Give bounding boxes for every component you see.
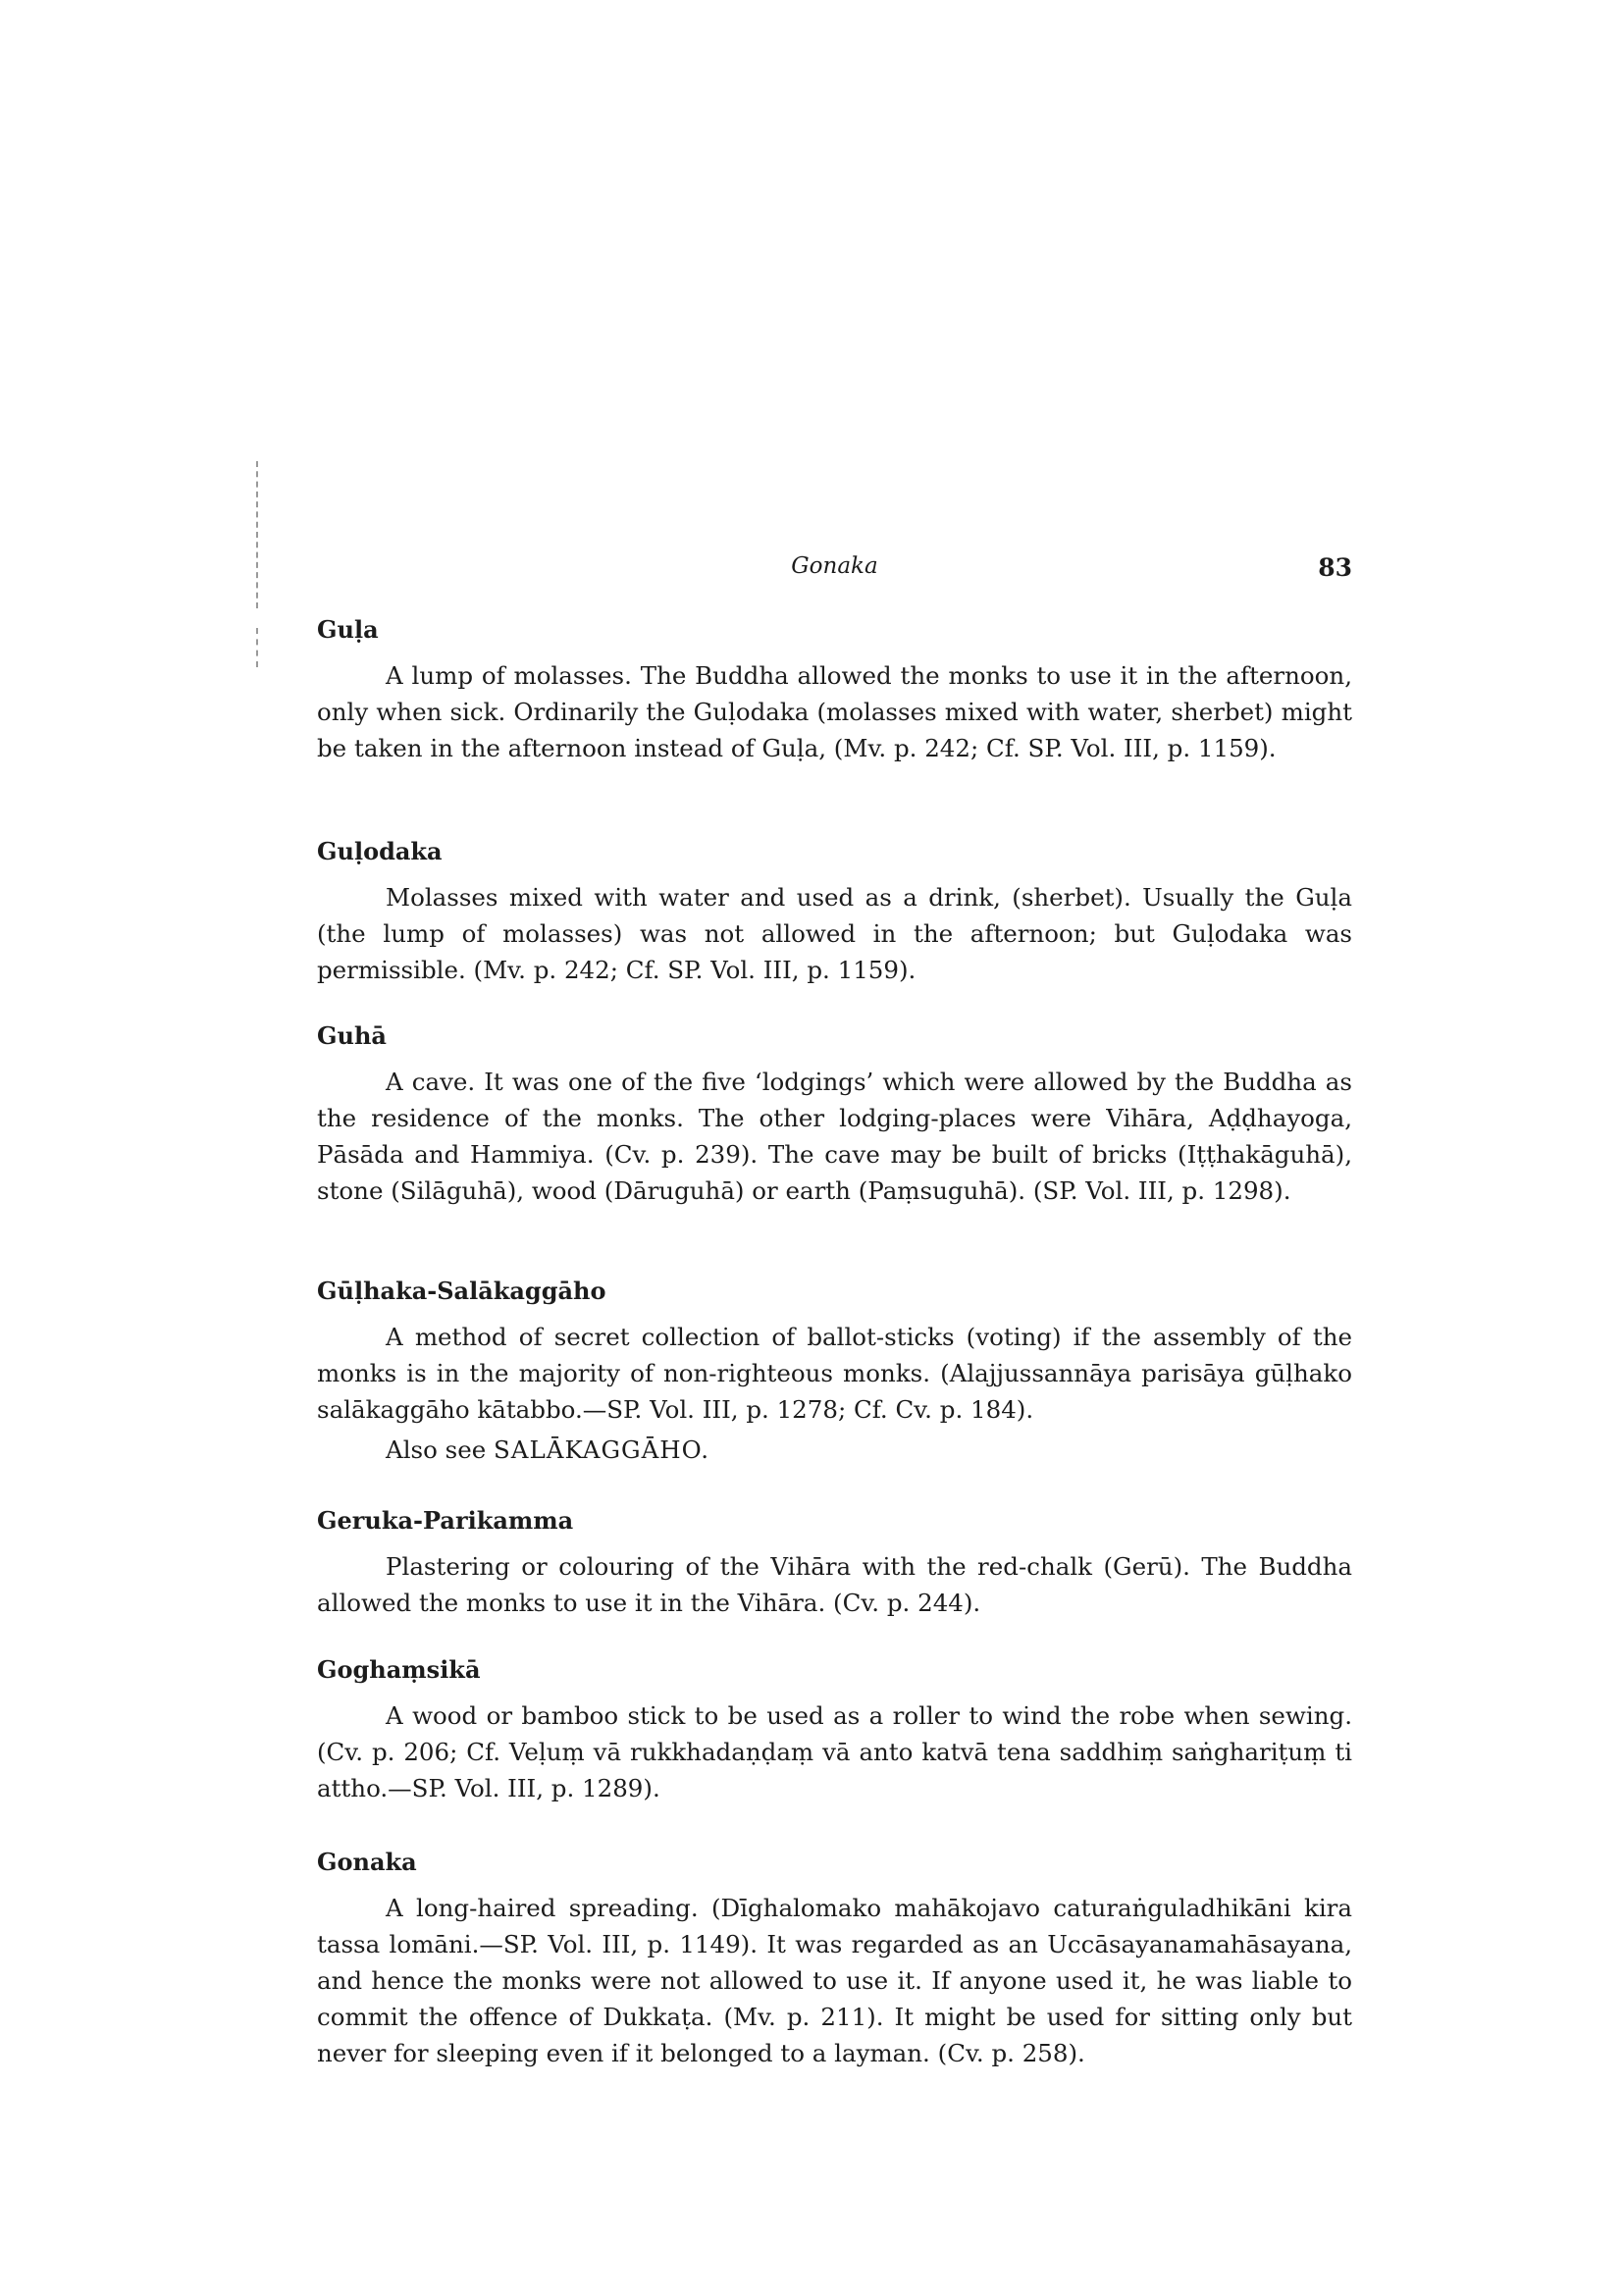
margin-rule bbox=[256, 461, 258, 608]
entry-text: A wood or bamboo stick to be used as a roller to wind the robe when sewing. (Cv. p. 206; Cf. Veḷuṃ vā rukkhadaṇḍaṃ vā anto katvā tena saddhiṃ saṅghariṭuṃ ti attho.—SP. Vol. III, p. 1289). bbox=[317, 1701, 1352, 1802]
entry-headword: Guhā bbox=[317, 1021, 387, 1050]
cross-reference: SALĀKAGGĀHO. bbox=[494, 1435, 710, 1464]
entry-gula bbox=[317, 614, 1352, 766]
see-also-prefix: Also see bbox=[386, 1435, 487, 1464]
entry-headword: Goghaṃsikā bbox=[317, 1655, 481, 1684]
see-also bbox=[317, 1432, 1352, 1468]
entry-headword: Gonaka bbox=[317, 1848, 417, 1876]
entry-headword: Guḷodaka bbox=[317, 837, 443, 865]
entry-geruka-parikamma bbox=[317, 1505, 1352, 1621]
entry-headword: Guḷa bbox=[317, 615, 379, 644]
margin-rule bbox=[256, 628, 258, 667]
page-number: 83 bbox=[1318, 553, 1352, 582]
entry-text: A lump of molasses. The Buddha allowed the monks to use it in the afternoon, only when sick. Ordinarily the Guḷodaka (molasses mixed with water, sherbet) might be taken in the afternoon instead of Guḷa, (Mv. p. 242; Cf. SP. Vol. III, p. 1159). bbox=[317, 661, 1352, 762]
entry-guha bbox=[317, 1020, 1352, 1209]
entry-text: A long-haired spreading. (Dīghalomako mahākojavo caturaṅguladhikāni kira tassa lomāni.—SP. Vol. III, p. 1149). It was regarded as an Uccāsayanamahāsayana, and hence the monks were not allowed to use it. If anyone used it, he was liable to commit the offence of Dukkaṭa. (Mv. p. 211). It might be used for sitting only but never for sleeping even if it belonged to a layman. (Cv. p. 258). bbox=[317, 1894, 1352, 2067]
entry-text: Plastering or colouring of the Vihāra with the red-chalk (Gerū). The Buddha allowed the monks to use it in the Vihāra. (Cv. p. 244). bbox=[317, 1552, 1352, 1617]
entry-text: Molasses mixed with water and used as a drink, (sherbet). Usually the Guḷa (the lump of molasses) was not allowed in the afternoon; but Guḷodaka was permissible. (Mv. p. 242; Cf. SP. Vol. III, p. 1159). bbox=[317, 883, 1352, 984]
entry-gulodaka bbox=[317, 836, 1352, 988]
entry-text: A method of secret collection of ballot-sticks (voting) if the assembly of the monks is in the majority of non-righteous monks. (Alajjussannāya parisāya gūḷhako salākaggāho kātabbo.—SP. Vol. III, p. 1278; Cf. Cv. p. 184). bbox=[317, 1323, 1352, 1424]
entry-headword: Gūḷhaka-Salākaggāho bbox=[317, 1277, 606, 1305]
entry-headword: Geruka-Parikamma bbox=[317, 1506, 574, 1535]
entry-goghamsika bbox=[317, 1654, 1352, 1806]
page-header bbox=[317, 553, 1352, 593]
entry-text: A cave. It was one of the five ‘lodgings’ which were allowed by the Buddha as the residence of the monks. The other lodging-places were Vihāra, Aḍḍhayoga, Pāsāda and Hammiya. (Cv. p. 239). The cave may be built of bricks (Iṭṭhakāguhā), stone (Silāguhā), wood (Dāruguhā) or earth (Paṃsuguhā). (SP. Vol. III, p. 1298). bbox=[317, 1068, 1352, 1205]
entry-gonaka bbox=[317, 1847, 1352, 2071]
entry-gulhaka-salakaggaho bbox=[317, 1276, 1352, 1468]
running-title: Gonaka bbox=[791, 553, 878, 579]
